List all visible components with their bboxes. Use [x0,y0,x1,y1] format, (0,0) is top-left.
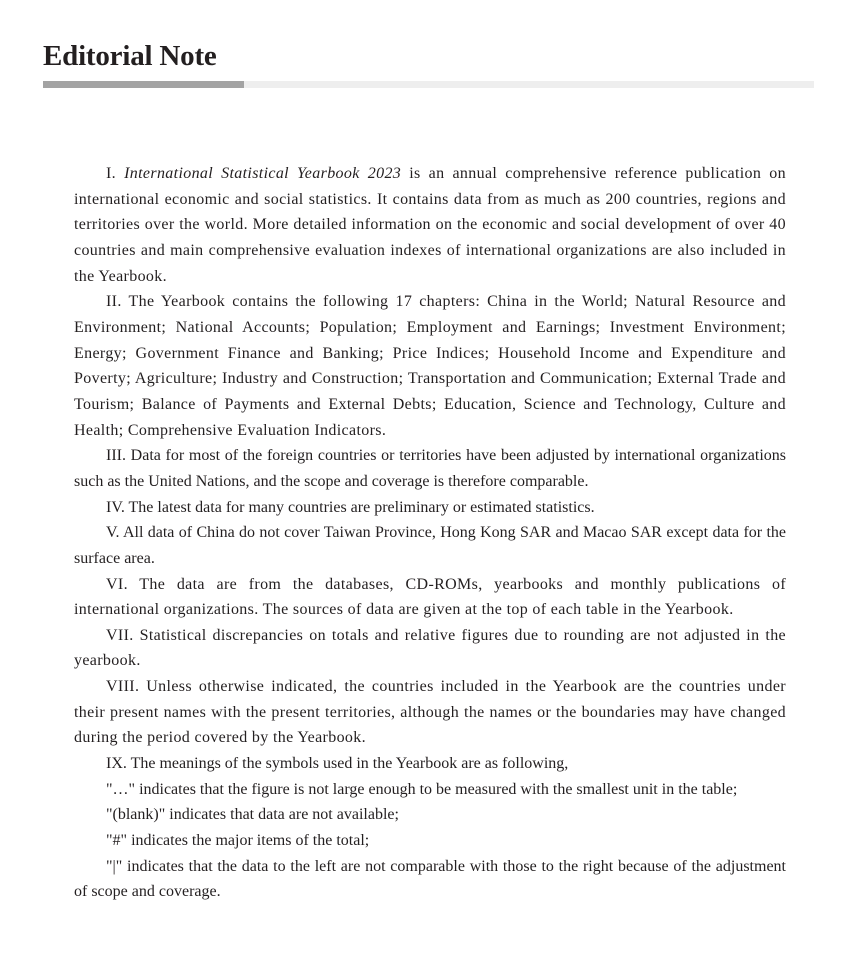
paragraph-5: V. All data of China do not cover Taiwan Province, Hong Kong SAR and Macao SAR except data for the surface area. [74,524,786,567]
paragraph-3: III. Data for most of the foreign countries or territories have been adjusted by international organizations such as the United Nations, and the scope and coverage is therefore comparable. [74,447,786,490]
symbol-ellipsis-note: "…" indicates that the figure is not large enough to be measured with the smallest unit in the table; [106,780,738,798]
symbol-blank-note: "(blank)" indicates that data are not available; [106,806,399,824]
paragraph-1 [74,161,786,289]
editorial-note-body [74,161,786,905]
symbol-pipe-note: "|" indicates that the data to the left are not comparable with those to the right because of the adjustment of scope and coverage. [74,857,786,901]
publication-title: International Statistical Yearbook 2023 [124,165,402,182]
paragraph-6: VI. The data are from the databases, CD-ROMs, yearbooks and monthly publications of international organizations. The sources of data are given at the top of each table in the Yearbook. [74,575,786,619]
paragraph-1-text: is an annual comprehensive reference publication on international economic and social statistics. It contains data from as much as 200 countries, regions and territories over the world. More detailed information on the economic and social development of over 40 countries and main comprehensive evaluation indexes of international organizations are also included in the Yearbook. [74,165,787,285]
symbol-hash-note: "#" indicates the major items of the total; [106,832,370,850]
paragraph-7: VII. Statistical discrepancies on totals and relative figures due to rounding are not adjusted in the yearbook. [74,626,786,670]
title-divider [43,81,814,88]
paragraph-9: IX. The meanings of the symbols used in the Yearbook are as following, [106,755,569,773]
paragraph-2: II. The Yearbook contains the following 17 chapters: China in the World; Natural Resource and Environment; National Accounts; Population; Employment and Earnings; Investment Environment; Energy; Government Finance and Banking; Price Indices; Household Income and Expenditure and Poverty; Agriculture; Industry and Construction; Transportation and Communication; External Trade and Tourism; Balance of Payments and External Debts; Education, Science and Technology, Culture and Health; Comprehensive Evaluation Indicators. [74,293,786,439]
page-title: Editorial Note [43,40,217,72]
paragraph-1-prefix: I. [106,165,125,182]
paragraph-8: VIII. Unless otherwise indicated, the countries included in the Yearbook are the countries under their present names with the present territories, although the names or the boundaries may have changed during the period covered by the Yearbook. [74,678,786,747]
paragraph-4: IV. The latest data for many countries are preliminary or estimated statistics. [106,498,595,516]
title-divider-accent [43,81,244,88]
